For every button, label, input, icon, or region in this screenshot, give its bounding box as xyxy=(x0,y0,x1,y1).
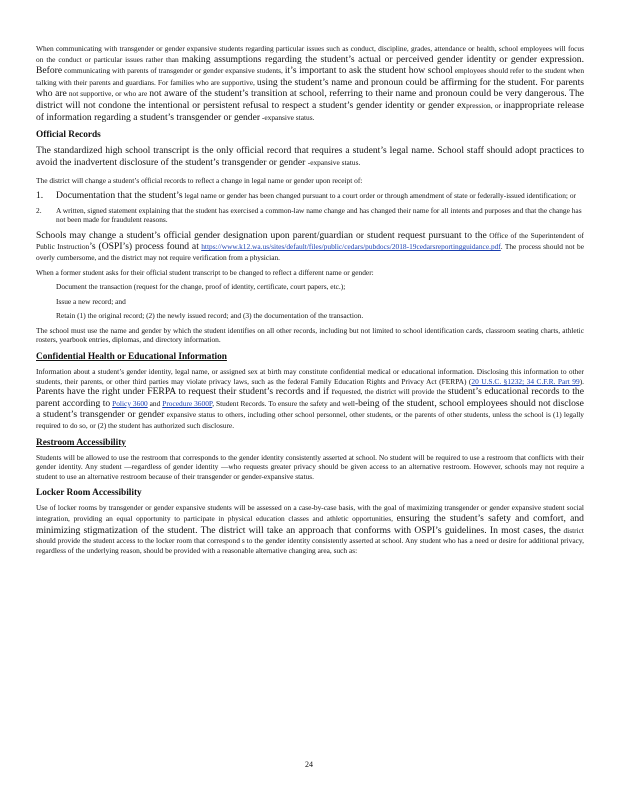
text-run: equested, the district will provide the xyxy=(334,387,446,397)
text-run: pression, or xyxy=(466,100,502,110)
procedure-3600p-link[interactable]: Procedure 3600P xyxy=(162,398,213,408)
text-run: communicating with parents of transgender or gender expansive students, xyxy=(64,66,283,76)
list-number: 2. xyxy=(36,205,42,215)
paragraph-transcript xyxy=(36,145,584,168)
text-run: . The process should not be overly cumbersome, and the district may not require verification from a physician. xyxy=(36,242,584,262)
text-run: district should provide the student access to the locker room that correspond s to the gender identity consistently asserted at school. Any student who has a need or desire for additional privacy, regardless of the underlying reason, should be provided with a reasonable alternative changing area, such as: xyxy=(36,525,584,555)
paragraph-gender-designation xyxy=(36,230,584,263)
text-run: employees should refer to the student when talking with their parents and guardians. For families who are supportive, xyxy=(36,66,585,87)
text-run: inappropriate release of information regarding a student’s transgender or gender xyxy=(36,99,584,123)
ferpa-law-link[interactable]: 20 U.S.C. §1232; 34 C.F.R. Part 99 xyxy=(471,376,580,386)
text-run: using the student’s name and pronoun could be affirming for the student. For parents who are xyxy=(36,76,584,100)
text-run: Documentation that the student’s xyxy=(56,189,183,201)
list-item-text: Issue a new record; and xyxy=(56,296,126,306)
paragraph-communication xyxy=(36,44,584,123)
text-run: legal name or gender has been changed pursuant to a court order or through amendment of state or federally-issued identification; or xyxy=(184,190,576,200)
document-page xyxy=(36,44,584,555)
text-run: Parents have the right under FERPA to request their student’s records and if r xyxy=(36,386,335,398)
paragraph-confidential xyxy=(36,367,584,431)
text-run: not aware of the student’s transition at school, referring to their name and pronoun could be very dangerous. The district will not condone the intentional or persistent refusal to respect a student’s gender identity or gender ex xyxy=(36,88,584,111)
paragraph-records-change: The district will change a student’s official records to reflect a change in legal name or gender upon receipt of: xyxy=(36,176,363,186)
text-run: Information about a student’s gender identity, legal name, or assigned sex at birth may constitute confidential medical or educational information. Disclosing this information to other students, their parents, or other third parties may violate privacy laws, such as the federal Family Education Rights and Privacy Act (FERPA) ( xyxy=(36,367,584,386)
text-run: student’s educational records to the parent according to xyxy=(36,386,584,409)
text-run: When communicating with transgender or gender expansive students regarding particular issues such as conduct, discipline, grades, attendance or health, school employees will focus on the conduct or particular issues rather than xyxy=(36,44,584,64)
text-run: and xyxy=(149,398,161,408)
heading-locker-room: Locker Room Accessibility xyxy=(36,488,142,499)
text-run: making assumptions regarding the student’s actual or perceived gender identity or gender expression. Before xyxy=(36,53,584,77)
text-run: Schools may change a student’s official gender designation upon parent/guardian or student request pursuant to the xyxy=(36,229,487,241)
text-run: Use of locker rooms by transgender or gender expansive students will be assessed on a case-by-case basis, with the goal of maximizing transgender or gender expansive student social integration, providing an equal opportunity to participate in physical education classes and athletic opportunities, xyxy=(36,503,584,523)
heading-restroom xyxy=(36,438,584,449)
text-run: expansive status to others, including other school personnel, other students, or the parents of other students, unless the school is (1) legally required to do so, or (2) the student has authorized such disclosure. xyxy=(36,410,584,431)
paragraph-locker-room xyxy=(36,503,584,555)
text-run: ). xyxy=(579,376,584,386)
list-item-text: Retain (1) the original record; (2) the newly issued record; and (3) the documentation of the transaction. xyxy=(56,311,364,321)
list-item-text xyxy=(56,190,584,202)
heading-text: Restroom Accessibility xyxy=(36,437,126,448)
bullet-icon xyxy=(36,311,56,321)
list-item-text: Document the transaction (request for the change, proof of identity, certificate, court papers, etc.); xyxy=(56,282,346,292)
paragraph-former-student: When a former student asks for their official student transcript to be changed to reflect a different name or gender: xyxy=(36,267,374,277)
text-run: it’s important to ask the student how school xyxy=(284,65,453,77)
text-run: ’s (OSPI’s) process found at xyxy=(89,241,199,253)
list-item-text: A written, signed statement explaining that the student has exercised a common-law name change and has changed their name for all intents and purposes and that the change has not been made for fraudulent reasons. xyxy=(56,205,582,225)
list-item xyxy=(36,297,584,307)
text-run: , Student Records. To ensure the safety and well xyxy=(212,398,355,408)
list-item xyxy=(36,311,584,321)
list-item xyxy=(36,206,584,225)
policy-3600-link[interactable]: Policy 3600 xyxy=(112,398,148,408)
text-run: -expansive status. xyxy=(261,112,315,122)
text-run: ensuring the student’s safety and comfort, and minimizing stigmatization of the student. The district will take an approach that conforms with OSPI’s guidelines. In most cases, the xyxy=(36,513,584,536)
list-item xyxy=(36,282,584,292)
heading-confidential-info xyxy=(36,352,584,363)
ospi-guidance-link[interactable]: https://www.k12.wa.us/sites/default/files/public/cedars/pubdocs/2018-19cedarsreportingguidance.pdf xyxy=(201,242,501,252)
text-run: The standardized high school transcript is the only official record that requires a student’s legal name. School staff should adopt practices to avoid the inadvertent disclosure of the student’s transgender or gender xyxy=(36,145,584,168)
page-number: 24 xyxy=(305,760,313,769)
paragraph-other-records: The school must use the name and gender by which the student identifies on all other records, including but not limited to school identification cards, classroom seating charts, athletic rosters, yearbook entries, diplomas, and directory information. xyxy=(36,325,584,345)
text-run: Office of the Superintendent of Public Instruction xyxy=(36,230,584,252)
list-item xyxy=(36,190,584,202)
list-number: 1. xyxy=(36,189,44,201)
bullet-icon xyxy=(36,282,56,292)
paragraph-restroom: Students will be allowed to use the restroom that corresponds to the gender identity consistently asserted at school. No student will be required to use a restroom that conflicts with their gender identity. Any student —regardless of gender identity —who requests greater privacy should be given access to an alternative restroom. However, schools may not require a student to use an alternative restroom because of their transgender or gender-expansive status. xyxy=(36,452,584,481)
heading-text: Confidential Health or Educational Information xyxy=(36,352,227,363)
heading-official-records: Official Records xyxy=(36,130,101,141)
text-run: -expansive status. xyxy=(307,157,361,167)
text-run: -being of the student, school employees should not disclose a student’s transgender or gender xyxy=(36,397,584,421)
text-run: not supportive, or who are xyxy=(68,89,148,99)
bullet-icon xyxy=(36,297,56,307)
